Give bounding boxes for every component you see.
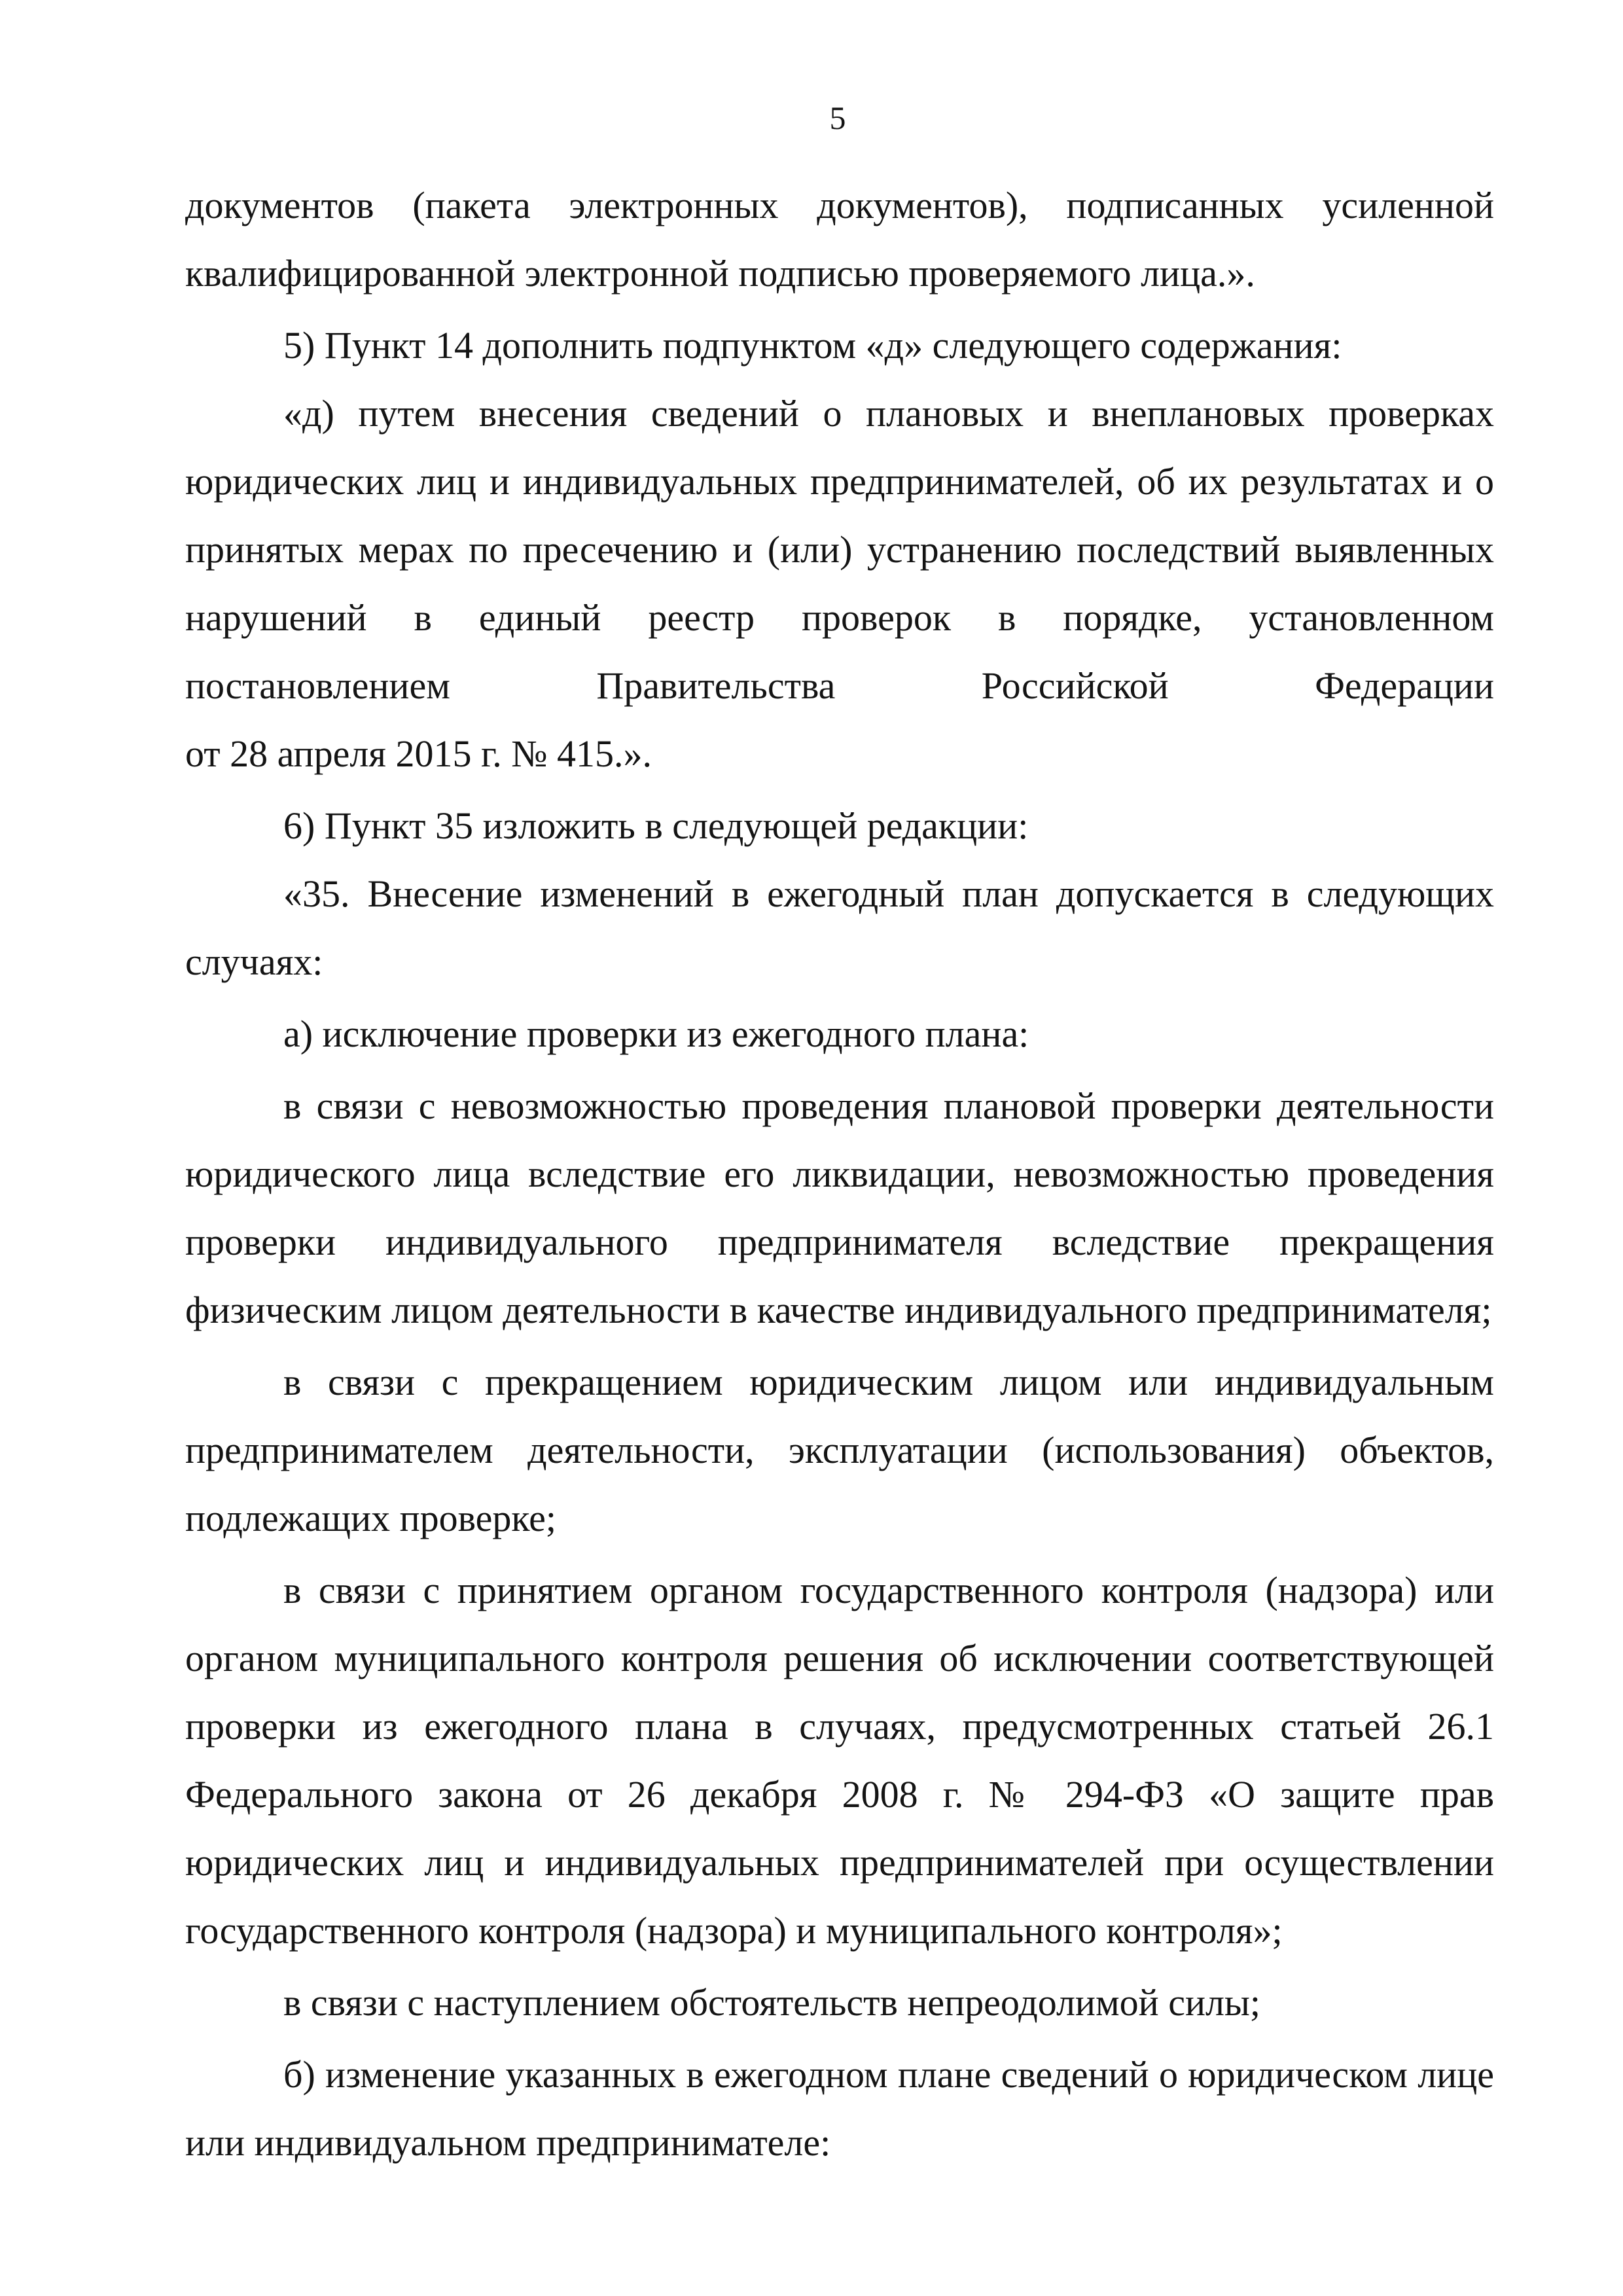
- paragraph-item-5: 5) Пункт 14 дополнить подпунктом «д» следующего содержания:: [283, 324, 1342, 367]
- page-number: 5: [829, 99, 846, 136]
- paragraph-continuation: документов (пакета электронных документов), подписанных усиленной квалифицированной электронной подписью проверяемого лица.».: [185, 184, 1494, 295]
- paragraph-item-6: 6) Пункт 35 изложить в следующей редакции:: [283, 804, 1029, 847]
- paragraph-subitem-d-date: от 28 апреля 2015 г. № 415.».: [185, 732, 652, 775]
- paragraph-liquidation: в связи с невозможностью проведения плановой проверки деятельности юридического лица вследствие его ликвидации, невозможностью проведения проверки индивидуального предпринимателя вследствие прекращения физическим лицом деятельности в качестве индивидуального предпринимателя;: [185, 1085, 1494, 1331]
- paragraph-clause-35: «35. Внесение изменений в ежегодный план допускается в следующих случаях:: [185, 872, 1494, 983]
- paragraph-subitem-b: б) изменение указанных в ежегодном плане сведений о юридическом лице или индивидуальном предпринимателе:: [185, 2053, 1494, 2164]
- paragraph-subitem-a: а) исключение проверки из ежегодного плана:: [283, 1013, 1029, 1055]
- document-body: [185, 171, 1494, 2177]
- paragraph-decision: в связи с принятием органом государственного контроля (надзора) или органом муниципального контроля решения об исключении соответствующей проверки из ежегодного плана в случаях, предусмотренных статьей 26.1 Федерального закона от 26 декабря 2008 г. № 294-ФЗ «О защите прав юридических лиц и индивидуальных предпринимателей при осуществлении государственного контроля (надзора) и муниципального контроля»;: [185, 1569, 1494, 1952]
- paragraph-force-majeure: в связи с наступлением обстоятельств непреодолимой силы;: [283, 1981, 1261, 2024]
- paragraph-subitem-d: «д) путем внесения сведений о плановых и внеплановых проверках юридических лиц и индивидуальных предпринимателей, об их результатах и о принятых мерах по пресечению и (или) устранению последствий выявленных нарушений в единый реестр проверок в порядке, установленном постановлением Правительства Российской Федерации: [185, 392, 1494, 707]
- paragraph-termination: в связи с прекращением юридическим лицом или индивидуальным предпринимателем деятельности, эксплуатации (использования) объектов, подлежащих проверке;: [185, 1361, 1494, 1539]
